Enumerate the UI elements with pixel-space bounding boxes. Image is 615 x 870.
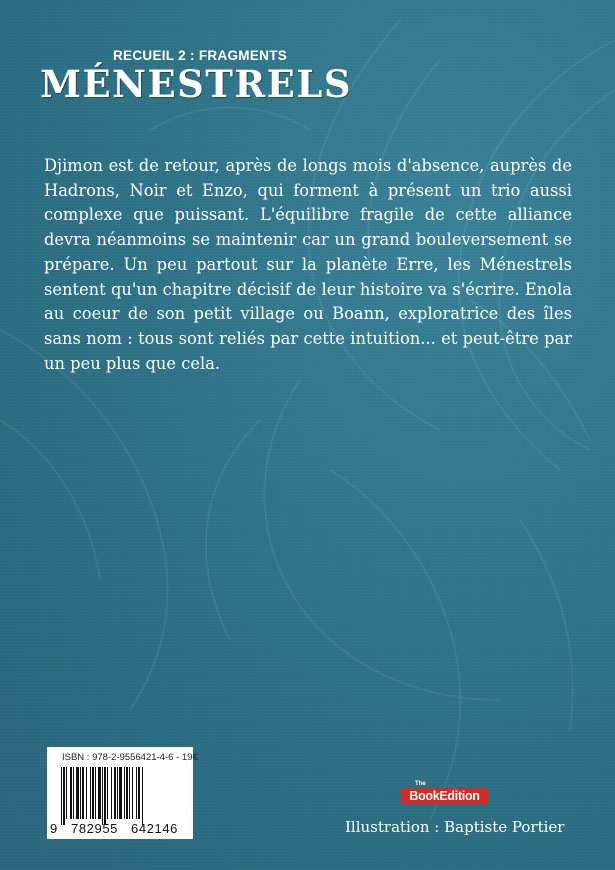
barcode-bar: [104, 767, 106, 825]
barcode-bar: [114, 767, 116, 819]
barcode-bar: [63, 767, 65, 825]
barcode-bar: [111, 767, 112, 819]
barcode-bar: [119, 767, 122, 819]
barcode-first-digit: 9: [50, 821, 58, 836]
barcode-bar: [66, 767, 67, 819]
publisher-logo-prefix: The: [415, 781, 426, 787]
isbn-barcode: [47, 747, 198, 839]
illustration-credit: Illustration : Baptiste Portier: [345, 818, 565, 836]
barcode-right-digits: 642146: [131, 821, 178, 836]
barcode-bar: [142, 767, 143, 825]
barcode-bar: [132, 767, 133, 819]
barcode-bar: [107, 767, 108, 819]
series-label: RECUEIL 2 : FRAGMENTS: [113, 48, 288, 63]
book-title: MÉNESTRELS: [40, 62, 353, 106]
isbn-label: ISBN : 978-2-9556421-4-6 - 19€: [62, 752, 198, 763]
barcode-bar: [82, 767, 84, 819]
barcode-bar: [80, 767, 81, 819]
barcode-bar: [92, 767, 94, 819]
barcode-bar: [126, 767, 128, 819]
barcode-bar: [124, 767, 125, 819]
publisher-logo: [401, 781, 488, 806]
barcode-bar: [90, 767, 91, 819]
cover-title-block: [40, 48, 353, 110]
barcode-bar: [76, 767, 79, 819]
barcode-bar: [98, 767, 101, 819]
barcode-bar: [70, 767, 72, 819]
barcode-bar: [61, 767, 62, 825]
barcode-bar: [95, 767, 96, 819]
barcode-bar: [129, 767, 130, 819]
publisher-logo-name: BookEdition: [401, 788, 488, 804]
barcode-bar: [138, 767, 140, 819]
barcode-bar: [102, 767, 103, 825]
barcode-bar: [86, 767, 87, 819]
barcode-bar: [136, 767, 137, 819]
barcode-bar: [117, 767, 118, 819]
barcode-bar: [73, 767, 74, 819]
synopsis-text: Djimon est de retour, après de longs mois d'absence, auprès de Hadrons, Noir et Enzo, qui forment à présent un trio aussi complexe que puissant. L'équilibre fragile de cette alliance devra néanmoins se maintenir car un grand bouleversement se prépare. Un peu partout sur la planète Erre, les Ménestrels sentent qu'un chapitre décisif de leur histoire va s'écrire. Enola au coeur de son petit village ou Boann, exploratrice des îles sans nom : tous sont reliés par cette intuition... et peut-être par un peu plus que cela.: [44, 156, 572, 373]
barcode-left-digits: 782955: [71, 821, 118, 836]
